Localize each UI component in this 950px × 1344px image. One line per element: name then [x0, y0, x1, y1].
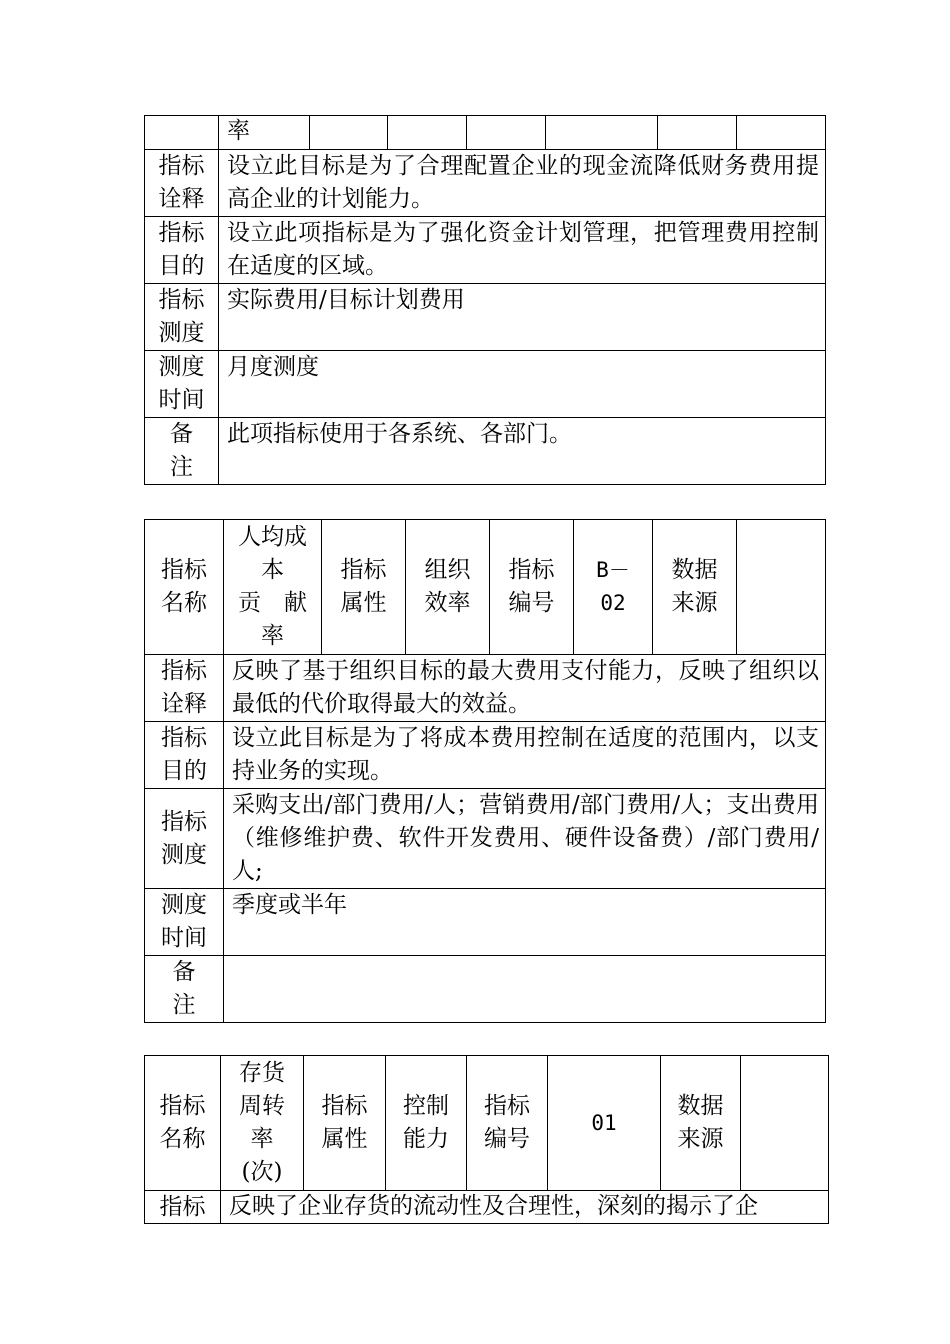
table-row	[145, 889, 826, 956]
table-row	[145, 956, 826, 1023]
source-value	[737, 520, 826, 655]
name-label: 指标 名称	[145, 520, 224, 655]
table-row	[145, 217, 826, 284]
row-label: 指标 测度	[145, 284, 219, 351]
table-row	[145, 655, 826, 722]
row-text: 季度或半年	[224, 889, 826, 956]
indicator-table-2	[144, 519, 826, 1023]
row-label: 备 注	[145, 418, 219, 485]
table-row	[145, 418, 826, 485]
indicator-table-3	[144, 1055, 829, 1224]
name-value-fragment: 率	[219, 116, 310, 150]
row-label: 测度 时间	[145, 889, 224, 956]
row-label: 测度 时间	[145, 351, 219, 418]
table-row	[145, 150, 826, 217]
attribute-value: 组织 效率	[406, 520, 490, 655]
table-row	[145, 722, 826, 789]
table-row	[145, 789, 826, 889]
indicator-table-1	[144, 115, 826, 485]
code-value: 01	[548, 1056, 661, 1191]
row-label: 指标	[145, 1191, 221, 1224]
row-text: 设立此目标是为了合理配置企业的现金流降低财务费用提高企业的计划能力。	[219, 150, 826, 217]
row-text: 实际费用/目标计划费用	[219, 284, 826, 351]
table-header-row	[145, 1056, 829, 1191]
row-label: 指标 测度	[145, 789, 224, 889]
table-row	[145, 284, 826, 351]
attribute-label: 指标 属性	[304, 1056, 386, 1191]
table-row	[145, 1191, 829, 1224]
row-text: 设立此目标是为了将成本费用控制在适度的范围内，以支持业务的实现。	[224, 722, 826, 789]
row-text	[224, 956, 826, 1023]
row-text: 此项指标使用于各系统、各部门。	[219, 418, 826, 485]
row-label: 备 注	[145, 956, 224, 1023]
row-label: 指标 目的	[145, 217, 219, 284]
row-label: 指标 目的	[145, 722, 224, 789]
code-label: 指标 编号	[490, 520, 574, 655]
row-label: 指标 诠释	[145, 150, 219, 217]
name-value: 存货 周转 率 (次)	[221, 1056, 304, 1191]
table-row	[145, 116, 826, 150]
row-text: 反映了基于组织目标的最大费用支付能力，反映了组织以最低的代价取得最大的效益。	[224, 655, 826, 722]
code-label: 指标 编号	[467, 1056, 548, 1191]
row-text: 反映了企业存货的流动性及合理性，深刻的揭示了企	[221, 1191, 829, 1224]
row-text: 采购支出/部门费用/人；营销费用/部门费用/人；支出费用（维修维护费、软件开发费用、硬件设备费）/部门费用/人;	[224, 789, 826, 889]
empty-cell	[145, 116, 219, 150]
source-label: 数据 来源	[661, 1056, 741, 1191]
row-label: 指标 诠释	[145, 655, 224, 722]
code-value: B－ 02	[574, 520, 653, 655]
attribute-value: 控制 能力	[386, 1056, 467, 1191]
row-text: 设立此项指标是为了强化资金计划管理，把管理费用控制在适度的区域。	[219, 217, 826, 284]
row-text: 月度测度	[219, 351, 826, 418]
attribute-label: 指标 属性	[322, 520, 406, 655]
source-value	[741, 1056, 829, 1191]
table-header-row	[145, 520, 826, 655]
name-label: 指标 名称	[145, 1056, 221, 1191]
source-label: 数据 来源	[653, 520, 737, 655]
name-value: 人均成 本 贡 献 率	[224, 520, 322, 655]
table-row	[145, 351, 826, 418]
